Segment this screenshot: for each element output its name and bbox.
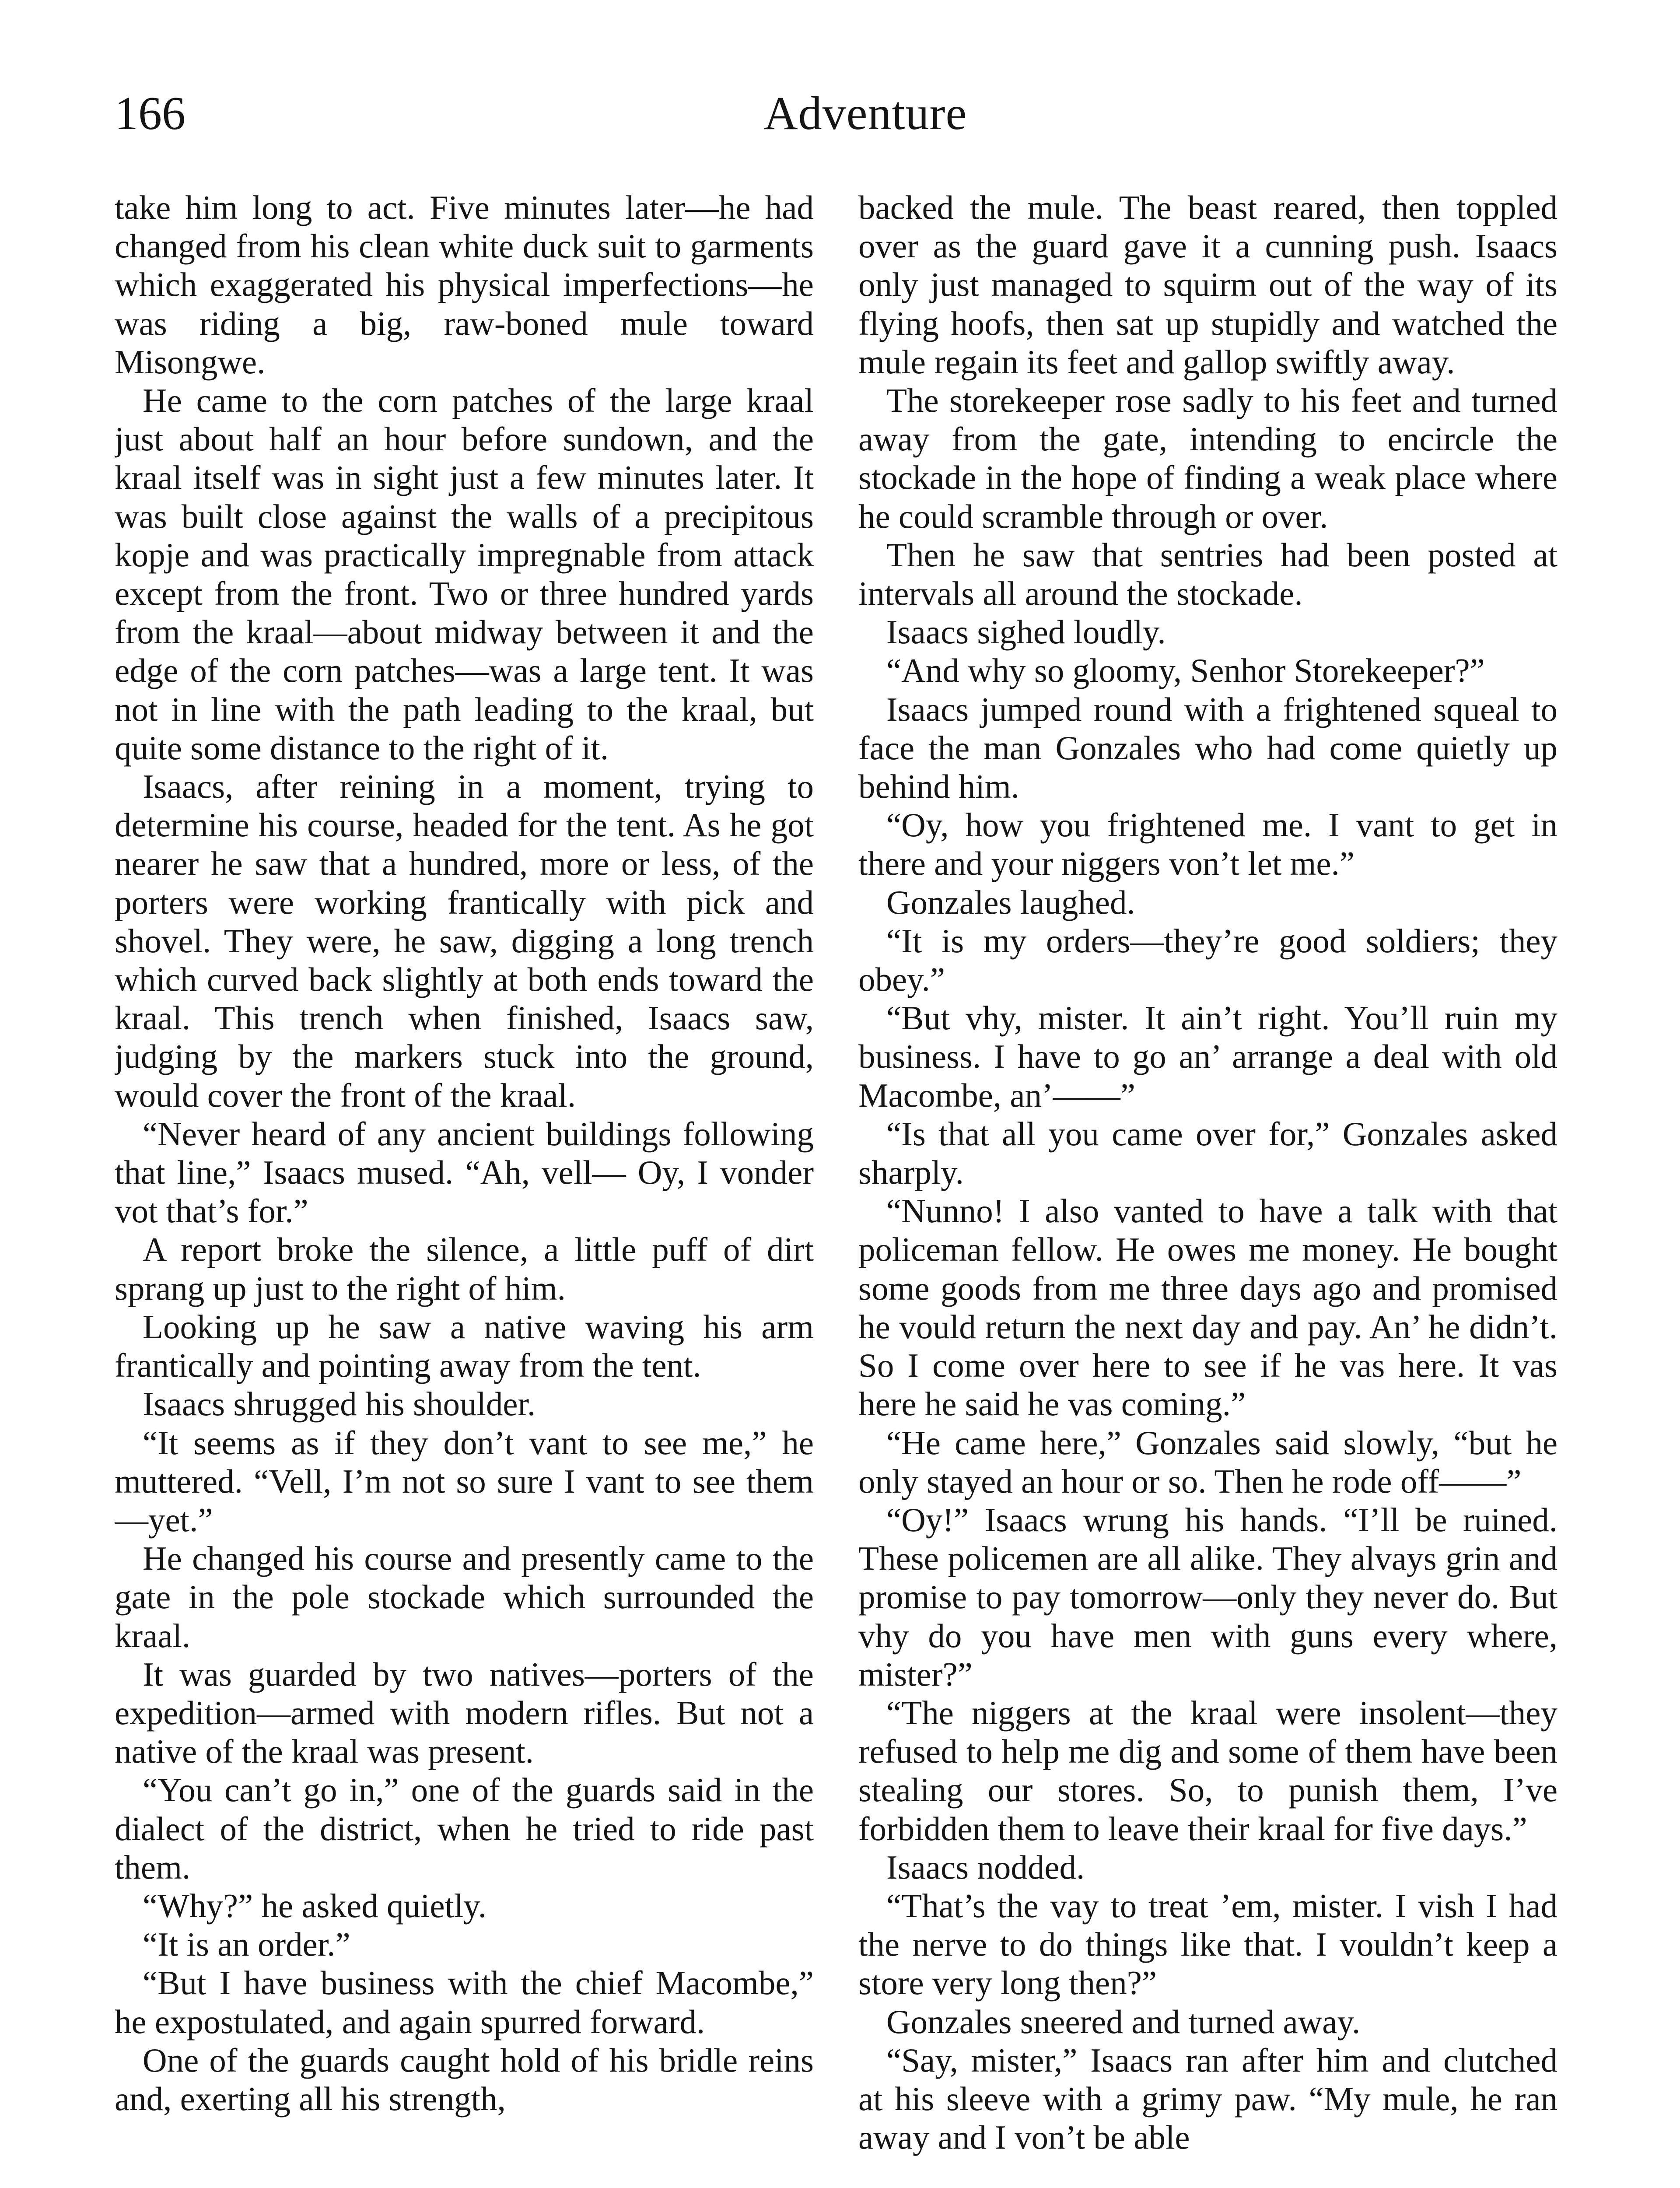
paragraph: “But vhy, mister. It ain’t right. You’ll ruin my business. I have to go an’ arrange a deal with old Macombe, an’——” — [858, 999, 1558, 1114]
paragraph: He changed his course and presently came to the gate in the pole stockade which surrounded the kraal. — [115, 1539, 814, 1655]
paragraph: Looking up he saw a native waving his arm frantically and pointing away from the tent. — [115, 1308, 814, 1385]
running-head: Adventure — [763, 88, 967, 140]
left-column — [115, 188, 814, 2188]
paragraph: “Oy, how you frightened me. I vant to get in there and your niggers von’t let me.” — [858, 806, 1558, 883]
paragraph: One of the guards caught hold of his bridle reins and, exerting all his strength, — [115, 2041, 814, 2118]
paragraph: “Say, mister,” Isaacs ran after him and clutched at his sleeve with a grimy paw. “My mule, he ran away and I von’t be able — [858, 2041, 1558, 2156]
paragraph: “Why?” he asked quietly. — [143, 1886, 487, 1925]
paragraph: “He came here,” Gonzales said slowly, “but he only stayed an hour or so. Then he rode off——” — [858, 1424, 1558, 1500]
paragraph: “That’s the vay to treat ’em, mister. I vish I had the nerve to do things like that. I vouldn’t keep a store very long then?” — [858, 1886, 1558, 2002]
paragraph: “It seems as if they don’t vant to see me,” he muttered. “Vell, I’m not so sure I vant to see them—yet.” — [115, 1424, 814, 1539]
paragraph: A report broke the silence, a little puff of dirt sprang up just to the right of him. — [115, 1231, 814, 1307]
paragraph: Isaacs sighed loudly. — [886, 613, 1166, 651]
paragraph: “Is that all you came over for,” Gonzales asked sharply. — [858, 1115, 1558, 1192]
paragraph: Gonzales sneered and turned away. — [886, 2002, 1361, 2041]
paragraph: He came to the corn patches of the large kraal just about half an hour before sundown, and the kraal itself was in sight just a few minutes later. It was built close against the walls of a precipitous kopje and was practically impregnable from attack except from the front. Two or three hundred yards from the kraal—about midway between it and the edge of the corn patches—was a large tent. It was not in line with the path leading to the kraal, but quite some distance to the right of it. — [115, 382, 814, 767]
paragraph: Isaacs jumped round with a frightened squeal to face the man Gonzales who had come quietly up behind him. — [858, 690, 1558, 806]
paragraph: The storekeeper rose sadly to his feet and turned away from the gate, intending to encircle the stockade in the hope of finding a weak place where he could scramble through or over. — [858, 382, 1558, 535]
paragraph: backed the mule. The beast reared, then toppled over as the guard gave it a cunning push. Isaacs only just managed to squirm out of the way of its flying hoofs, then sat up stupidly and watched the mule regain its feet and gallop swiftly away. — [858, 189, 1558, 381]
paragraph: “It is my orders—they’re good soldiers; they obey.” — [858, 922, 1558, 999]
paragraph: Isaacs shrugged his shoulder. — [143, 1385, 536, 1423]
page-number: 166 — [115, 88, 186, 140]
paragraph: “And why so gloomy, Senhor Storekeeper?” — [886, 652, 1485, 690]
paragraph: Then he saw that sentries had been posted at intervals all around the stockade. — [858, 536, 1558, 613]
paragraph: “You can’t go in,” one of the guards said in the dialect of the district, when he tried to ride past them. — [115, 1771, 814, 1886]
paragraph: Isaacs nodded. — [886, 1848, 1085, 1886]
paragraph: “Never heard of any ancient buildings following that line,” Isaacs mused. “Ah, vell— Oy, I vonder vot that’s for.” — [115, 1115, 814, 1230]
paragraph: “Nunno! I also vanted to have a talk with that policeman fellow. He owes me money. He bought some goods from me three days ago and promised he vould return the next day and pay. An’ he didn’t. So I come over here to see if he vas here. It vas here he said he vas coming.” — [858, 1192, 1558, 1423]
paragraph: “The niggers at the kraal were insolent—they refused to help me dig and some of them have been stealing our stores. So, to punish them, I’ve forbidden them to leave their kraal for five days.” — [858, 1694, 1558, 1848]
paragraph: “It is an order.” — [143, 1925, 350, 1964]
paragraph: Isaacs, after reining in a moment, trying to determine his course, headed for the tent. As he got nearer he saw that a hundred, more or less, of the porters were working frantically with pick and shovel. They were, he saw, digging a long trench which curved back slightly at both ends toward the kraal. This trench when finished, Isaacs saw, judging by the markers stuck into the ground, would cover the front of the kraal. — [115, 768, 814, 1114]
page-header — [115, 79, 1616, 149]
paragraph: Gonzales laughed. — [886, 883, 1135, 921]
paragraph: take him long to act. Five minutes later—he had changed from his clean white duck suit to garments which exaggerated his physical imperfections—he was riding a big, raw-boned mule toward Misongwe. — [115, 189, 814, 381]
paragraph: “Oy!” Isaacs wrung his hands. “I’ll be ruined. These policemen are all alike. They alvays grin and promise to pay tomorrow—only they never do. But vhy do you have men with guns every where, mister?” — [858, 1501, 1558, 1693]
paragraph: “But I have business with the chief Macombe,” he expostulated, and again spurred forward. — [115, 1964, 814, 2041]
paragraph: It was guarded by two natives—porters of the expedition—armed with modern rifles. But not a native of the kraal was present. — [115, 1655, 814, 1771]
right-column — [858, 188, 1558, 2188]
